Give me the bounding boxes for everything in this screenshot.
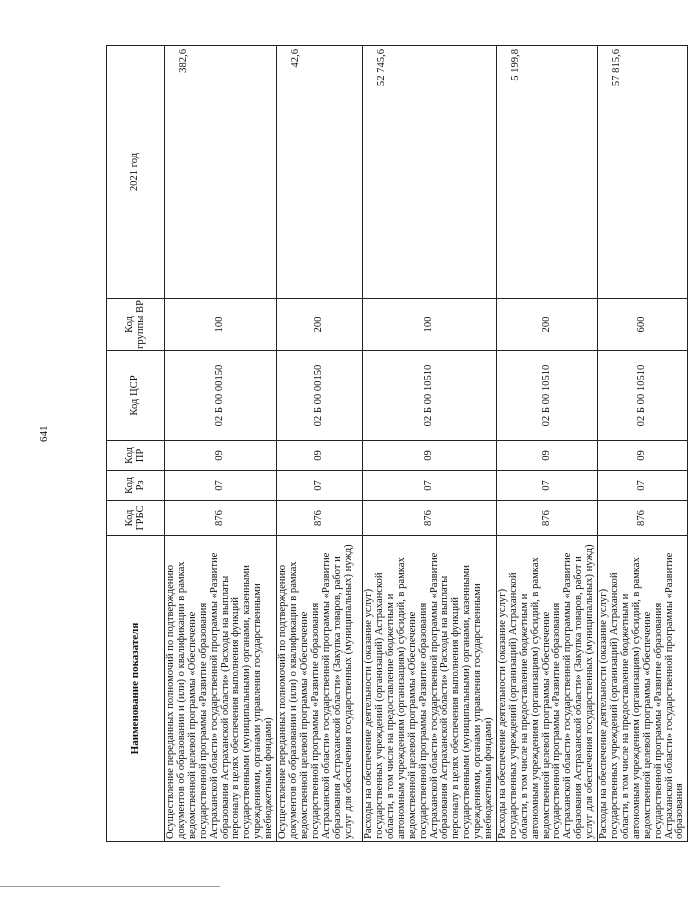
row-grbs: 876 [165,501,277,536]
row-name: Расходы на обеспечение деятельности (оказание услуг) государственных учреждений (организаций) Астраханской области, в том числе на предоставление бюджетным и автономным учреждениям (организациям) субсидий, в рамках ведомственной целевой программы «Обеспечение государственной программы «Развитие образования Астраханской области» государственной программы «Развитие образования Астраханской области» (Закупка товаров, работ и услуг для обеспечения государственных (муниципальных) нужд) [496,536,597,842]
row-name: Осуществление переданных полномочий по подтверждению документов об образовании и (или) о квалификации в рамках ведомственной целевой программы «Обеспечение государственной программы «Развитие образования Астраханской области» государственной программы «Развитие образования Астраханской области» (Расходы на выплаты персоналу в целях обеспечения выполнения функций государственными (муниципальными) органами, казенными учреждениями, органами управления государственными внебюджетными фондами) [165,536,277,842]
row-grbs: 876 [363,501,497,536]
row-name: Осуществление переданных полномочий по подтверждению документов об образовании и (или) о квалификации в рамках ведомственной целевой программы «Обеспечение государственной программы «Развитие образования Астраханской области» государственной программы «Развитие образования Астраханской области» (Закупка товаров, работ и услуг для обеспечения государственных (муниципальных) нужд) [277,536,363,842]
row-pr: 09 [165,441,277,471]
row-csr: 02 Б 00 10510 [598,351,688,441]
table-row [363,46,497,842]
row-pr: 09 [363,441,497,471]
row-year: 42,6 [277,46,363,299]
row-grbs: 876 [277,501,363,536]
row-year: 382,6 [165,46,277,299]
row-vr: 600 [598,299,688,351]
table-row [277,46,363,842]
row-name: Расходы на обеспечение деятельности (оказание услуг) государственных учреждений (организаций) Астраханской области, в том числе на предоставление бюджетным и автономным учреждениям (организациям) субсидий, в рамках ведомственной целевой программы «Обеспечение государственной программы «Развитие образования Астраханской области» государственной программы «Развитие образования [598,536,688,842]
row-rz: 07 [598,471,688,501]
row-rz: 07 [363,471,497,501]
table-row [496,46,597,842]
header-rz: Код Рз [107,471,165,501]
row-rz: 07 [496,471,597,501]
row-vr: 100 [165,299,277,351]
row-csr: 02 Б 00 10510 [496,351,597,441]
table-row [598,46,688,842]
row-vr: 200 [277,299,363,351]
rotated-table-container [106,46,686,842]
row-rz: 07 [165,471,277,501]
header-grbs: Код ГРБС [107,501,165,536]
row-vr: 100 [363,299,497,351]
table-row [165,46,277,842]
row-vr: 200 [496,299,597,351]
row-grbs: 876 [496,501,597,536]
row-year: 52 745,6 [363,46,497,299]
header-vr: Код группы ВР [107,299,165,351]
row-pr: 09 [277,441,363,471]
header-name: Наименование показателя [107,536,165,842]
row-csr: 02 Б 00 00150 [277,351,363,441]
header-csr: Код ЦСР [107,351,165,441]
row-csr: 02 Б 00 00150 [165,351,277,441]
row-csr: 02 Б 00 10510 [363,351,497,441]
header-year: 2021 год [107,46,165,299]
row-rz: 07 [277,471,363,501]
row-pr: 09 [496,441,597,471]
page-number: 641 [38,425,50,442]
row-year: 5 199,8 [496,46,597,299]
row-pr: 09 [598,441,688,471]
row-year: 57 815,6 [598,46,688,299]
table-header-row [107,46,165,842]
bottom-rule [0,886,220,887]
header-pr: Код ПР [107,441,165,471]
row-grbs: 876 [598,501,688,536]
row-name: Расходы на обеспечение деятельности (оказание услуг) государственных учреждений (организаций) Астраханской области, в том числе на предоставление бюджетным и автономным учреждениям (организациям) субсидий, в рамках ведомственной целевой программы «Обеспечение государственной программы «Развитие образования Астраханской области» государственной программы «Развитие образования Астраханской области» (Расходы на выплаты персоналу в целях обеспечения выполнения функций государственными (муниципальными) органами, казенными учреждениями, органами управления государственными внебюджетными фондами) [363,536,497,842]
budget-table [106,45,688,842]
